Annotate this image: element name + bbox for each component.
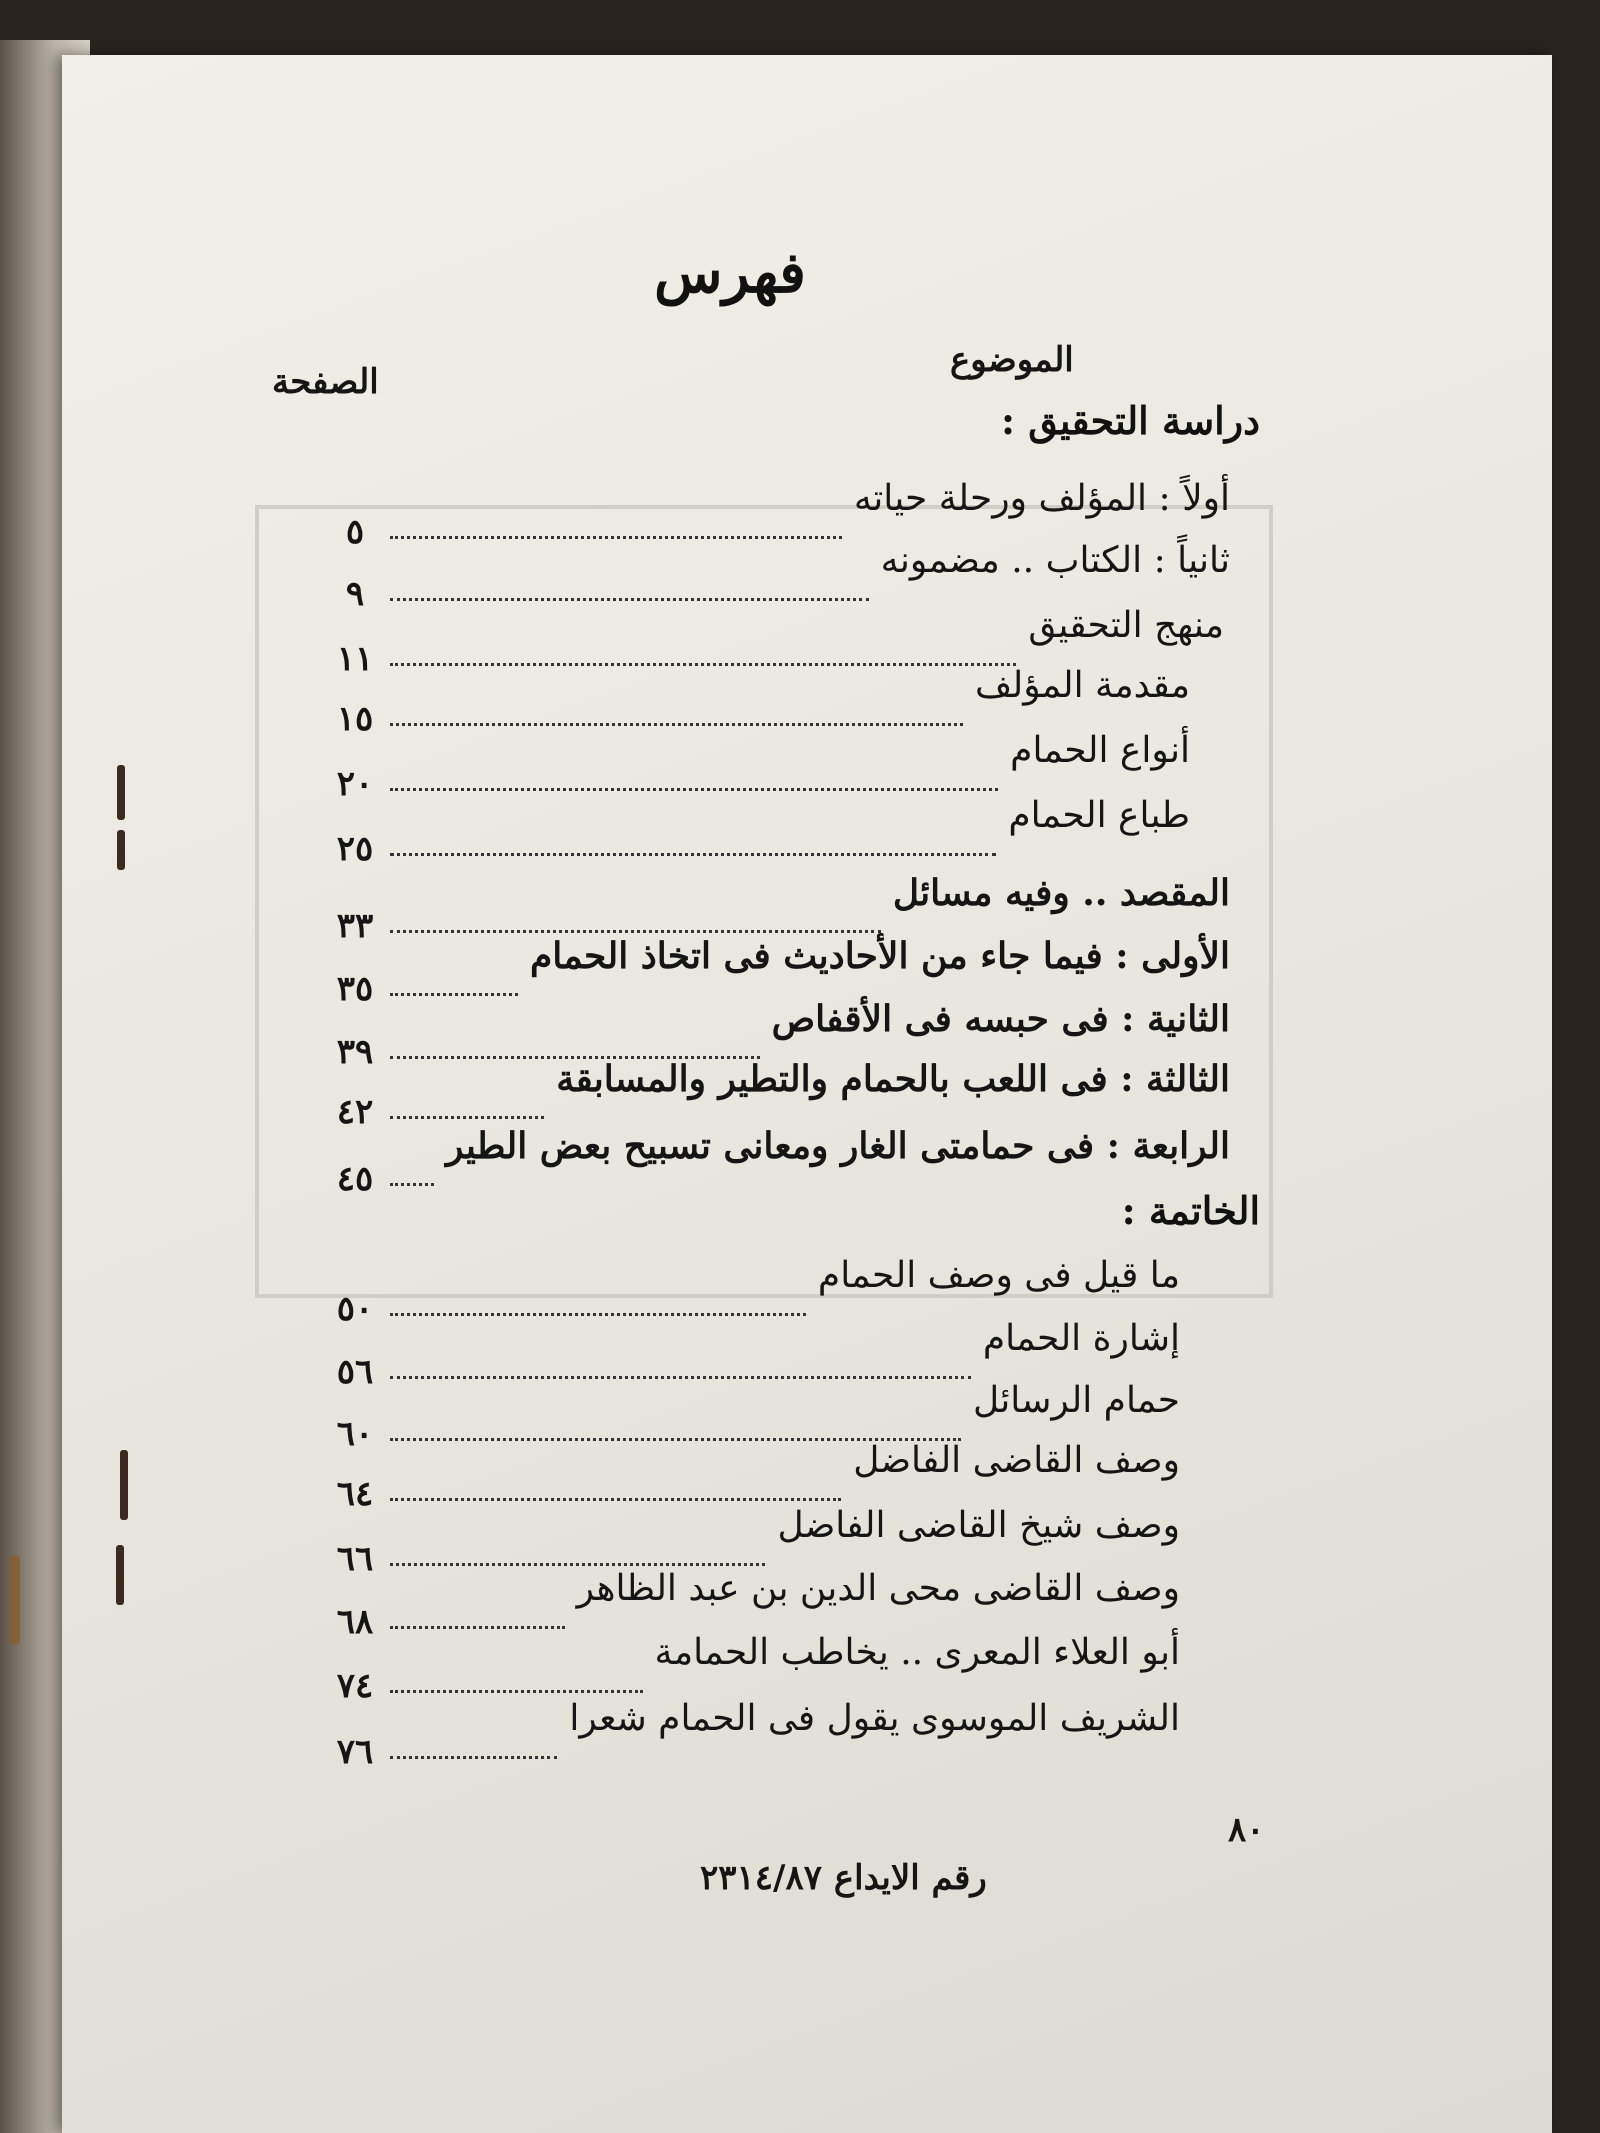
leader-dots bbox=[390, 1356, 971, 1379]
page-header: الصفحة bbox=[272, 362, 379, 402]
toc-entry bbox=[270, 478, 1230, 552]
toc-entry-page: ٣٩ bbox=[336, 1032, 374, 1072]
toc-entry-label: طباع الحمام bbox=[1008, 795, 1190, 836]
toc-entry-label: الأولى : فيما جاء من الأحاديث فى اتخاذ الحمام bbox=[529, 935, 1230, 977]
toc-entry bbox=[270, 1380, 1230, 1454]
toc-entry-label: إشارة الحمام bbox=[982, 1318, 1180, 1359]
toc-entry-page: ٢٥ bbox=[336, 829, 374, 869]
toc-entry bbox=[270, 1505, 1230, 1579]
leader-dots bbox=[390, 768, 998, 791]
staple-top bbox=[117, 765, 125, 820]
toc-entry-label: ما قيل فى وصف الحمام bbox=[817, 1255, 1180, 1296]
leader-dots bbox=[390, 1163, 434, 1186]
toc-entry-page: ٤٢ bbox=[336, 1092, 374, 1132]
toc-entry-page: ٦٦ bbox=[336, 1539, 374, 1579]
toc-entry bbox=[270, 1698, 1230, 1772]
toc-entry-page: ٤٥ bbox=[336, 1159, 374, 1199]
leader-dots bbox=[390, 516, 842, 539]
toc-entry-page: ٦٨ bbox=[336, 1602, 374, 1642]
toc-entry bbox=[270, 605, 1230, 679]
toc-entry bbox=[270, 1318, 1230, 1392]
staple-top-2 bbox=[117, 830, 125, 870]
toc-entry-page: ٣٣ bbox=[336, 906, 374, 946]
staple-bottom bbox=[120, 1450, 128, 1520]
leader-dots bbox=[390, 910, 881, 933]
toc-entry-page: ٦٠ bbox=[336, 1414, 374, 1454]
leader-dots bbox=[390, 703, 963, 726]
deposit-number: رقم الايداع ٢٣١٤/٨٧ bbox=[700, 1858, 987, 1898]
toc-entry-label: حمام الرسائل bbox=[972, 1380, 1180, 1421]
toc-entry-page: ٩ bbox=[345, 574, 365, 614]
toc-entry bbox=[270, 1632, 1230, 1706]
toc-entry-label: الثالثة : فى اللعب بالحمام والتطير والمسابقة bbox=[556, 1058, 1230, 1100]
toc-entry-label: أنواع الحمام bbox=[1010, 730, 1190, 771]
toc-entry-label: أبو العلاء المعرى .. يخاطب الحمامة bbox=[654, 1632, 1180, 1673]
toc-entry-page: ٣٥ bbox=[336, 969, 374, 1009]
leader-dots bbox=[390, 578, 869, 601]
toc-entry-label: وصف القاضى محى الدين بن عبد الظاهر bbox=[576, 1568, 1180, 1609]
leader-dots bbox=[390, 1736, 557, 1759]
toc-entry-label: الثانية : فى حبسه فى الأقفاص bbox=[771, 998, 1230, 1040]
toc-entry-label: وصف القاضى الفاضل bbox=[853, 1440, 1180, 1481]
leader-dots bbox=[390, 1096, 544, 1119]
toc-entry-label: أولاً : المؤلف ورحلة حياته bbox=[853, 478, 1230, 519]
leader-dots bbox=[390, 1418, 961, 1441]
toc-entry-label: الرابعة : فى حمامتى الغار ومعانى تسبيح بعض الطير bbox=[445, 1125, 1230, 1167]
toc-entry-label: مقدمة المؤلف bbox=[974, 665, 1190, 706]
toc-entry bbox=[270, 730, 1230, 804]
toc-entry-page: ٥٦ bbox=[336, 1352, 374, 1392]
topic-header: الموضوع bbox=[950, 340, 1074, 380]
leader-dots bbox=[390, 833, 996, 856]
toc-entry-label: الشريف الموسوى يقول فى الحمام شعرا bbox=[569, 1698, 1180, 1739]
section-heading: دراسة التحقيق : bbox=[1000, 398, 1260, 443]
toc-entry bbox=[270, 1568, 1230, 1642]
toc-entry bbox=[270, 1058, 1230, 1132]
toc-entry-page: ١١ bbox=[336, 639, 374, 679]
page-number: ٨٠ bbox=[1228, 1810, 1265, 1850]
leader-dots bbox=[390, 643, 1016, 666]
toc-entry-page: ٧٦ bbox=[336, 1732, 374, 1772]
leader-dots bbox=[390, 973, 518, 996]
toc-entry bbox=[270, 1440, 1230, 1514]
toc-entry bbox=[270, 935, 1230, 1009]
leader-dots bbox=[390, 1543, 765, 1566]
leader-dots bbox=[390, 1478, 841, 1501]
toc-entry bbox=[270, 540, 1230, 614]
toc-entry-label: ثانياً : الكتاب .. مضمونه bbox=[880, 540, 1230, 581]
toc-entry-label: منهج التحقيق bbox=[1028, 605, 1224, 646]
toc-entry-page: ١٥ bbox=[336, 699, 374, 739]
toc-entry bbox=[270, 1125, 1230, 1199]
toc-entry-page: ٦٤ bbox=[336, 1474, 374, 1514]
leader-dots bbox=[390, 1670, 643, 1693]
section-heading: الخاتمة : bbox=[1121, 1188, 1260, 1233]
toc-entry-page: ٧٤ bbox=[336, 1666, 374, 1706]
page-title: فهرس bbox=[654, 240, 806, 306]
toc-entry bbox=[270, 795, 1230, 869]
toc-entry bbox=[270, 1255, 1230, 1329]
toc-entry-label: المقصد .. وفيه مسائل bbox=[892, 872, 1230, 914]
staple-bottom-2 bbox=[116, 1545, 124, 1605]
toc-entry-label: وصف شيخ القاضى الفاضل bbox=[777, 1505, 1180, 1546]
leader-dots bbox=[390, 1293, 806, 1316]
toc-entry-page: ٢٠ bbox=[336, 764, 374, 804]
toc-entry-page: ٥٠ bbox=[336, 1289, 374, 1329]
leader-dots bbox=[390, 1606, 565, 1629]
toc-entry bbox=[270, 665, 1230, 739]
rust-stain bbox=[10, 1555, 20, 1645]
toc-entry bbox=[270, 872, 1230, 946]
toc-entry-page: ٥ bbox=[345, 512, 365, 552]
toc-entry bbox=[270, 998, 1230, 1072]
leader-dots bbox=[390, 1036, 760, 1059]
